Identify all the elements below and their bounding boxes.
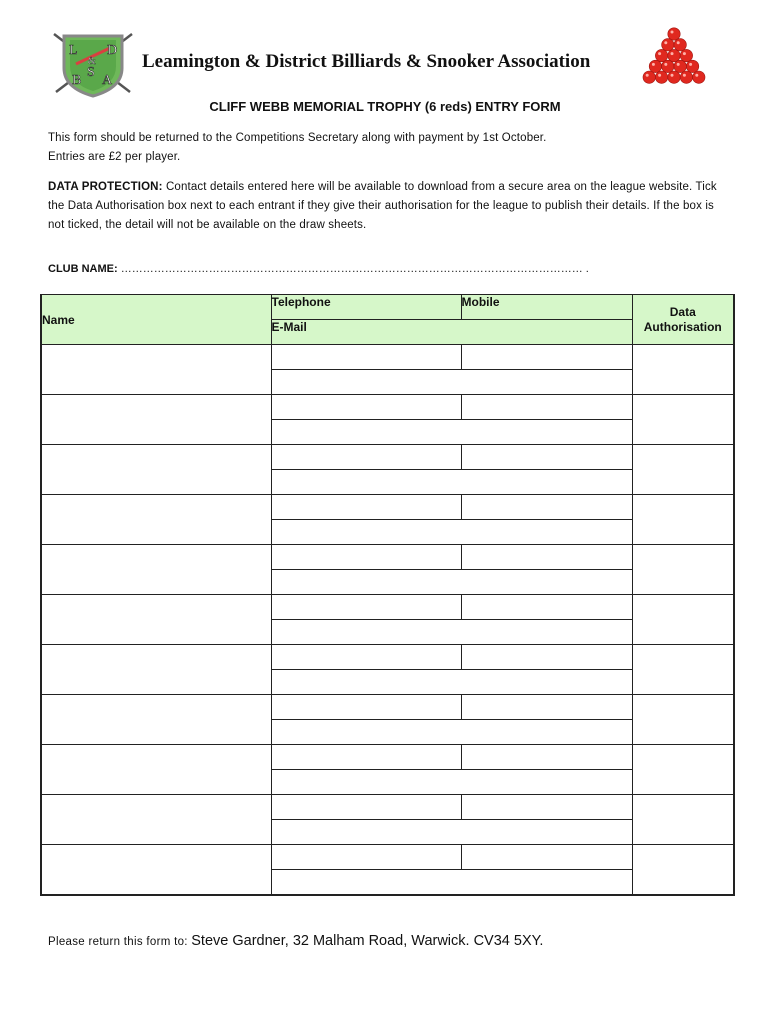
ball-highlight [658, 52, 661, 55]
club-name-line[interactable] [48, 263, 589, 275]
mobile-cell[interactable] [461, 545, 632, 570]
name-cell[interactable] [41, 345, 271, 395]
snooker-ball [643, 71, 655, 83]
name-cell[interactable] [41, 545, 271, 595]
telephone-cell[interactable] [271, 745, 461, 770]
ball-highlight [683, 74, 686, 77]
snooker-ball [693, 71, 705, 83]
association-name: Leamington & District Billiards & Snooker Association [142, 51, 591, 72]
email-cell[interactable] [271, 670, 632, 695]
entry-row [41, 845, 734, 870]
snooker-ball [668, 71, 680, 83]
mobile-cell[interactable] [461, 495, 632, 520]
snooker-ball [668, 49, 680, 61]
snooker-ball [649, 60, 661, 72]
name-cell[interactable] [41, 595, 271, 645]
ball-highlight [664, 41, 667, 44]
svg-text:L: L [69, 43, 78, 58]
data-protection-text [48, 178, 728, 235]
email-cell[interactable] [271, 620, 632, 645]
entry-row [41, 545, 734, 570]
snooker-ball [674, 60, 686, 72]
email-cell[interactable] [271, 570, 632, 595]
ball-highlight [671, 52, 674, 55]
entry-row [41, 345, 734, 370]
email-cell[interactable] [271, 770, 632, 795]
mobile-cell[interactable] [461, 745, 632, 770]
name-cell[interactable] [41, 745, 271, 795]
name-cell[interactable] [41, 695, 271, 745]
name-cell[interactable] [41, 445, 271, 495]
telephone-cell[interactable] [271, 395, 461, 420]
ball-highlight [671, 31, 674, 34]
telephone-cell[interactable] [271, 695, 461, 720]
telephone-cell[interactable] [271, 345, 461, 370]
ball-highlight [677, 41, 680, 44]
data-authorisation-checkbox-cell[interactable] [632, 595, 734, 645]
data-authorisation-checkbox-cell[interactable] [632, 795, 734, 845]
svg-text:B: B [72, 73, 82, 88]
telephone-cell[interactable] [271, 445, 461, 470]
entry-table [40, 294, 735, 896]
ball-highlight [683, 52, 686, 55]
ball-highlight [664, 63, 667, 66]
data-protection-body: Contact details entered here will be available to download from a secure area on the league website. Tick the Data Authorisation box next to each entrant if they give their authorisation for the league to publish their details. If the box is not ticked, the detail will not be available on the draw sheets. [48, 181, 717, 231]
mobile-cell[interactable] [461, 595, 632, 620]
data-authorisation-checkbox-cell[interactable] [632, 345, 734, 395]
name-cell[interactable] [41, 845, 271, 896]
snooker-ball [674, 39, 686, 51]
data-authorisation-checkbox-cell[interactable] [632, 395, 734, 445]
mobile-cell[interactable] [461, 395, 632, 420]
email-cell[interactable] [271, 720, 632, 745]
data-authorisation-checkbox-cell[interactable] [632, 445, 734, 495]
email-cell[interactable] [271, 370, 632, 395]
snooker-ball [662, 60, 674, 72]
ball-highlight [677, 63, 680, 66]
data-authorisation-column-header: Data Authorisation [632, 295, 734, 345]
return-address-text: Steve Gardner, 32 Malham Road, Warwick. CV34 5XY. [191, 933, 544, 949]
entry-row [41, 595, 734, 620]
snooker-ball [655, 49, 667, 61]
entry-row [41, 495, 734, 520]
snooker-ball [686, 60, 698, 72]
telephone-cell[interactable] [271, 795, 461, 820]
name-cell[interactable] [41, 795, 271, 845]
return-label: Please return this form to: [48, 936, 192, 948]
snooker-ball [662, 39, 674, 51]
entry-row [41, 395, 734, 420]
telephone-cell[interactable] [271, 845, 461, 870]
email-cell[interactable] [271, 520, 632, 545]
name-column-header: Name [41, 295, 271, 345]
telephone-cell[interactable] [271, 645, 461, 670]
telephone-cell[interactable] [271, 545, 461, 570]
mobile-cell[interactable] [461, 645, 632, 670]
ball-highlight [658, 74, 661, 77]
email-cell[interactable] [271, 470, 632, 495]
snooker-ball [680, 49, 692, 61]
form-title: CLIFF WEBB MEMORIAL TROPHY (6 reds) ENTRY FORM [209, 99, 561, 114]
data-authorisation-checkbox-cell[interactable] [632, 545, 734, 595]
name-cell[interactable] [41, 495, 271, 545]
snooker-ball [680, 71, 692, 83]
intro-line-1: This form should be returned to the Competitions Secretary along with payment by 1st October. [48, 132, 547, 144]
mobile-column-header: Mobile [461, 295, 632, 320]
return-address [48, 932, 543, 950]
ball-highlight [695, 74, 698, 77]
data-authorisation-checkbox-cell[interactable] [632, 695, 734, 745]
snooker-ball [655, 71, 667, 83]
intro-text [48, 129, 728, 167]
entry-row [41, 645, 734, 670]
ball-highlight [646, 74, 649, 77]
intro-line-2: Entries are £2 per player. [48, 151, 181, 163]
svg-text:S: S [87, 65, 95, 80]
entry-row [41, 745, 734, 770]
telephone-column-header: Telephone [271, 295, 461, 320]
svg-text:&: & [88, 56, 96, 67]
ball-highlight [689, 63, 692, 66]
data-protection-label: DATA PROTECTION: [48, 181, 163, 193]
entry-row [41, 445, 734, 470]
mobile-cell[interactable] [461, 795, 632, 820]
data-authorisation-checkbox-cell[interactable] [632, 645, 734, 695]
club-name-field[interactable]: ……………………………………………………………………………………………………………… . [117, 263, 589, 275]
entry-row [41, 695, 734, 720]
name-cell[interactable] [41, 645, 271, 695]
ball-highlight [671, 74, 674, 77]
club-name-label: CLUB NAME: [48, 263, 118, 275]
mobile-cell[interactable] [461, 345, 632, 370]
ball-highlight [652, 63, 655, 66]
telephone-cell[interactable] [271, 595, 461, 620]
data-authorisation-checkbox-cell[interactable] [632, 845, 734, 896]
name-cell[interactable] [41, 395, 271, 445]
association-shield-logo [52, 30, 134, 98]
email-column-header: E-Mail [271, 320, 632, 345]
mobile-cell[interactable] [461, 695, 632, 720]
snooker-ball [668, 28, 680, 40]
entry-row [41, 795, 734, 820]
data-authorisation-checkbox-cell[interactable] [632, 495, 734, 545]
email-cell[interactable] [271, 420, 632, 445]
email-cell[interactable] [271, 870, 632, 896]
snooker-balls-triangle-icon [632, 26, 716, 90]
mobile-cell[interactable] [461, 845, 632, 870]
svg-text:A: A [102, 73, 113, 88]
mobile-cell[interactable] [461, 445, 632, 470]
email-cell[interactable] [271, 820, 632, 845]
data-authorisation-checkbox-cell[interactable] [632, 745, 734, 795]
telephone-cell[interactable] [271, 495, 461, 520]
svg-text:D: D [107, 43, 118, 58]
